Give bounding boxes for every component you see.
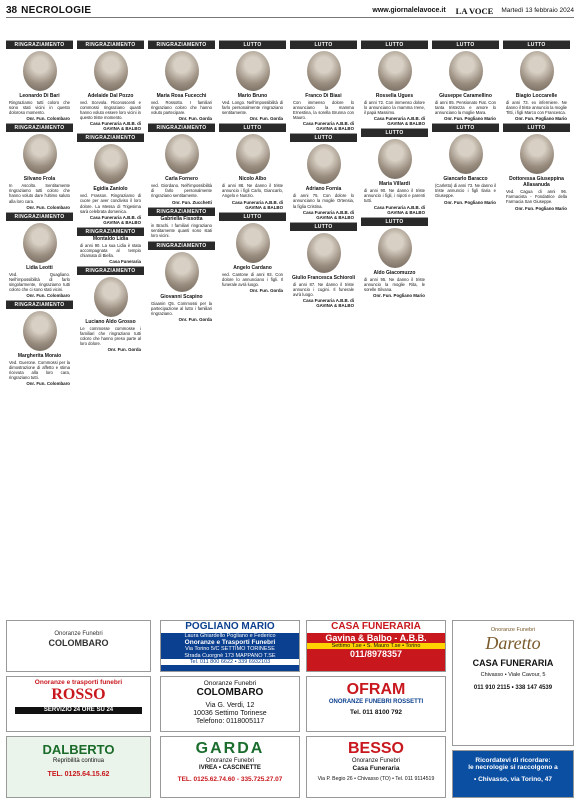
funeral-home-signature: Casa Funeraria A.B.B. di GAVINA & BALBO	[302, 121, 354, 132]
funeral-home-signature: Casa Funeraria A.B.B. di GAVINA & BALBO	[302, 297, 354, 308]
funeral-home-signature: Casa Funeraria	[109, 259, 141, 265]
deceased-name: Silvano Frola	[23, 176, 56, 183]
notice-text: di anni 75. Con dolore lo annunciano la moglie Ortensia, la figlia Cristina.	[293, 193, 354, 209]
deceased-name: Giulio Francesca Schioroli	[291, 274, 356, 281]
ad-besso-line2: Onoranze Funebri	[351, 758, 401, 765]
notice-text: Ved. Longo. Nell'impossibilità di farlo personalmente ringraziano sentitamente.	[222, 100, 283, 116]
ad-garda[interactable]	[160, 736, 300, 798]
ad-colombaro2-address: Via G. Verdi, 12	[205, 701, 255, 709]
notice-heading: LUTTO	[290, 134, 357, 142]
deceased-name: Giancarlo Baracco	[443, 176, 488, 183]
paper-name: LA VOCE	[455, 5, 494, 16]
notice-heading: LUTTO	[361, 41, 428, 49]
notice-text: di anni 73. ex infermiere. Ne danno il triste annuncio la moglie Titti, i figli Marco con Francesca.	[506, 100, 567, 116]
ad-pogliano-line5: Strada Cuorgnè 173 MAPPANO T.SE	[184, 652, 276, 659]
funeral-home-signature: Casa Funeraria A.B.B. di GAVINA & BALBO	[231, 199, 283, 210]
ad-pogliano-phone: Tel. 011 800 6622 • 339 6932103	[161, 659, 299, 665]
portrait-photo	[449, 134, 483, 174]
ad-daretto-address: Chivasso • Viale Cavour, 5	[480, 672, 546, 679]
portrait-photo	[520, 51, 554, 91]
notice-heading: RINGRAZIAMENTO	[77, 267, 144, 275]
portrait-photo	[23, 134, 57, 174]
ad-gavina-phone: 011/8978357	[349, 649, 403, 660]
ad-garda-phone: TEL. 0125.62.74.60 - 335.725.27.07	[177, 776, 283, 784]
deceased-name: Gabriella Fissotta	[160, 215, 203, 222]
ad-besso-address: Via P. Begio 26 • Chivasso (TO) • Tel. 011 9114519	[317, 775, 435, 782]
deceased-name: Egidia Zaniolo	[93, 186, 128, 193]
funeral-home-signature: Casa Funeraria A.B.B. di GAVINA & BALBO	[373, 204, 425, 215]
notice-heading: LUTTO	[219, 41, 286, 49]
obituary-notice	[148, 40, 215, 123]
portrait-photo	[236, 134, 270, 174]
ad-besso[interactable]	[306, 736, 446, 798]
deceased-name: Dottoressa Giuseppina Allasanuda	[509, 176, 564, 189]
portrait-photo	[236, 223, 270, 263]
funeral-home-signature: Onr. Fun. Gorda	[178, 116, 212, 122]
ad-rosso-service: SERVIZIO 24 ORE SU 24	[15, 707, 142, 714]
notice-heading: RINGRAZIAMENTO	[6, 124, 73, 132]
ad-daretto-casa: CASA FUNERARIA	[472, 658, 554, 668]
portrait-photo	[520, 134, 554, 174]
portrait-photo	[94, 277, 128, 317]
ad-colombaro-2[interactable]	[160, 676, 300, 732]
ad-besso-line3: Casa Funeraria	[352, 765, 400, 773]
ad-dalberto-line2: Repribilità continua	[52, 757, 105, 764]
portrait-photo	[94, 51, 128, 91]
ricordate-line3: • Chivasso, via Torino, 47	[473, 775, 552, 783]
deceased-name: Rossella Ugues	[375, 93, 414, 99]
obituary-notice	[77, 40, 144, 133]
notice-heading: RINGRAZIAMENTO	[148, 242, 215, 250]
notice-heading: LUTTO	[432, 124, 499, 132]
notice-text: ved. Giordano. Nell'impossibilità di farlo personalmente ringraziano sentitamente.	[151, 183, 212, 199]
ad-ofram-line2: ONORANZE FUNEBRI ROSSETTI	[328, 699, 424, 706]
notice-heading: RINGRAZIAMENTO	[6, 301, 73, 309]
ad-pogliano[interactable]	[160, 620, 300, 672]
notice-text: di anni 88. Ne danno il triste annuncio i figli Carlo, Giancarlo, Angelo e Nunzio.	[222, 183, 283, 199]
ad-colombaro2-phone: Telefono: 0118005117	[195, 718, 265, 726]
obituary-notice	[6, 300, 73, 388]
deceased-name: Margherita Moraio	[17, 353, 62, 360]
notice-text: (Carletto) di anni 73. Ne danno il triste annuncio i figli Ilaria e Giuseppe.	[435, 183, 496, 199]
ad-rosso-line1: Onoranze e trasporti funebri	[34, 679, 123, 686]
portrait-photo	[307, 233, 341, 273]
obituary-notice	[290, 40, 357, 133]
notice-text: di anni 90. La sua Lidia è stata accompagnata al tempio chiamata di Biella.	[80, 242, 141, 258]
ad-dalberto-phone: TEL. 0125.64.15.62	[47, 770, 110, 778]
deceased-name: Maria Villardi	[378, 181, 411, 188]
deceased-name: Luciano Aldo Grosso	[85, 319, 136, 326]
obituary-notice	[503, 123, 570, 212]
notice-text: ved. Frasson. Ringraziamo di cuore per aver condiviso il loro dolore. La Messa di Trigesima sarà celebrata domenica.	[80, 193, 141, 214]
funeral-home-signature: Onr. Fun. Pogliano Mario	[444, 199, 496, 205]
deceased-name: Montaldo Lidia	[92, 235, 129, 242]
deceased-name: Giuseppe Caramellino	[439, 93, 492, 99]
portrait-photo	[23, 223, 57, 263]
ad-colombaro2-town: 10036 Settimo Torinese	[193, 710, 267, 718]
portrait-photo	[165, 51, 199, 91]
notice-heading: LUTTO	[290, 223, 357, 231]
notice-text: Ved. Guerone. Commossi per la dimostrazione di affetto e stima ricevuta alla loro cara, ringraziano tutti.	[9, 360, 70, 381]
obituary-notice	[77, 227, 144, 266]
funeral-home-signature: Onr. Fun. Gorda	[249, 116, 283, 122]
funeral-home-signature: Casa Funeraria A.B.B. di GAVINA & BALBO	[89, 214, 141, 225]
funeral-home-signature: Onr. Fun. Colombaro	[26, 381, 70, 387]
deceased-name: Angelo Cardano	[233, 264, 272, 271]
ad-gavina-title: CASA FUNERARIA	[307, 621, 445, 633]
portrait-photo	[307, 51, 341, 91]
deceased-name: Leonardo Di Bari	[19, 93, 60, 99]
notice-heading: RINGRAZIAMENTO	[6, 41, 73, 49]
ad-ricordate	[452, 750, 574, 798]
obituary-column	[361, 40, 428, 615]
deceased-name: Aldo Giacomuzzo	[373, 269, 416, 276]
funeral-home-signature: Onr. Fun. Pogliano Mario	[373, 292, 425, 298]
funeral-home-signature: Onr. Fun. Zucchetti	[171, 199, 212, 205]
notice-heading: LUTTO	[219, 124, 286, 132]
ad-colombaro-line1: Onoranze Funebri	[54, 631, 103, 637]
notice-heading: LUTTO	[503, 41, 570, 49]
deceased-name: Lidia Leotti	[26, 264, 53, 271]
obituary-column	[432, 40, 499, 615]
notice-text: ved. Scevola. Riconoscenti e commossi ringraziano quanti hanno voluto essere loro vicini in questo triste momento.	[80, 100, 141, 121]
funeral-home-signature: Onr. Fun. Gorda	[107, 347, 141, 353]
ricordate-line2: le necrologie si raccolgono a	[468, 764, 558, 772]
obituary-notice	[148, 241, 215, 324]
ad-gavina[interactable]	[306, 620, 446, 672]
ad-daretto-line1: Onoranze Funebri	[490, 627, 536, 633]
ad-gavina-towns: Settimo T.se • S. Mauro T.se • Torino	[307, 643, 445, 649]
ad-gavina-name: Gavina & Balbo - A.B.B.	[325, 632, 427, 643]
funeral-home-signature: Onr. Fun. Colombaro	[26, 204, 70, 210]
funeral-home-signature: Casa Funeraria A.B.B. di GAVINA & BALBO	[302, 209, 354, 220]
ad-dalberto[interactable]	[6, 736, 151, 798]
obituary-notice	[6, 212, 73, 300]
page-header	[6, 4, 574, 18]
notice-heading: RINGRAZIAMENTO	[77, 134, 144, 142]
notice-heading: RINGRAZIAMENTO	[148, 41, 215, 49]
ad-colombaro2-name: COLOMBARO	[196, 687, 264, 699]
deceased-name: Biagio Loccarelle	[515, 93, 558, 99]
notice-heading: LUTTO	[361, 218, 428, 226]
deceased-name: Franco Di Biasi	[305, 93, 342, 99]
notice-heading: RINGRAZIAMENTO	[77, 41, 144, 49]
ad-daretto-phone: 011 910 2115 • 338 147 4539	[473, 684, 553, 691]
obituary-notice	[6, 40, 73, 123]
obituary-notice	[219, 212, 286, 295]
ad-rosso-name: ROSSO	[51, 686, 106, 704]
notice-heading: LUTTO	[432, 41, 499, 49]
notice-text: ved. Cantone di anni 93. Con dolore lo annunciano i figli. Il funerale avrà luogo.	[222, 271, 283, 287]
obituary-column	[219, 40, 286, 615]
portrait-photo	[165, 252, 199, 292]
notice-text: Con immenso dolore lo annunciano la mamma Ernestina, la sorella Brunna con Mauro.	[293, 100, 354, 121]
portrait-photo	[449, 51, 483, 91]
obituary-notice	[432, 40, 499, 123]
obituary-column	[6, 40, 73, 615]
ad-besso-name: BESSO	[347, 740, 404, 757]
portrait-photo	[378, 139, 412, 179]
obituary-notice	[361, 128, 428, 216]
notice-heading: RINGRAZIAMENTO	[77, 228, 144, 236]
portrait-photo	[236, 51, 270, 91]
notice-text: Le commosse commosse i familiari che ringraziano tutti coloro che hanno preso parte al loro dolore.	[80, 326, 141, 347]
section-title: NECROLOGIE	[21, 5, 92, 16]
notice-text: di anni 85. Pensionato Fiat. Con tanta tristezza e amore lo annunciano la moglie Mara.	[435, 100, 496, 116]
deceased-name: Adriano Fornia	[305, 186, 342, 193]
issue-date: Martedì 13 febbraio 2024	[501, 7, 574, 14]
obituary-notice	[6, 123, 73, 211]
funeral-home-signature: Onr. Fun. Pogliano Mario	[515, 116, 567, 122]
ad-pogliano-line3: Onoranze e Trasporti Funebri	[184, 638, 276, 646]
deceased-name: Giovanni Scapino	[160, 293, 203, 300]
portrait-photo	[23, 51, 57, 91]
ad-garda-line2: Onoranze Funebri	[205, 758, 255, 765]
notice-heading: LUTTO	[290, 41, 357, 49]
obituary-notice	[290, 133, 357, 221]
obituary-column	[148, 40, 215, 615]
portrait-photo	[94, 144, 128, 184]
page-number: 38	[6, 5, 18, 16]
notice-heading: LUTTO	[361, 129, 428, 137]
portrait-photo	[378, 228, 412, 268]
funeral-home-signature: Onr. Fun. Colombaro	[26, 293, 70, 299]
obituary-notice	[77, 266, 144, 354]
notice-text: In Ascolto. Sentitamente ringraziamo tutti coloro che hanno voluto dare l'ultimo saluto alla loro cara.	[9, 183, 70, 204]
notice-text: ved. Rossotto. I familiari ringraziano coloro che hanno voluto partecipare.	[151, 100, 212, 116]
portrait-photo	[378, 51, 412, 91]
notice-text: di anni 72. Con immenso dolore lo annunciano la mamma Irene, il papà Massimo.	[364, 100, 425, 116]
notice-text: Ved. Quagliano. Nell'impossibilità di farlo singolarmente, ringraziamo tutti coloro che ci sono stati vicini.	[9, 271, 70, 292]
deceased-name: Maria Rosa Fucecchi	[156, 93, 207, 99]
funeral-home-signature: Onr. Fun. Pogliano Mario	[515, 205, 567, 211]
notice-heading: LUTTO	[219, 213, 286, 221]
obituary-notice	[219, 40, 286, 123]
funeral-home-signature: Onr. Fun. Gorda	[249, 287, 283, 293]
obituary-notice	[77, 133, 144, 226]
obituary-column	[77, 40, 144, 615]
notice-heading: RINGRAZIAMENTO	[148, 124, 215, 132]
funeral-home-signature: Casa Funeraria A.B.B. di GAVINA & BALBO	[89, 121, 141, 132]
deceased-name: Adelaide Dal Pozzo	[87, 93, 134, 99]
notice-heading: RINGRAZIAMENTO	[148, 208, 215, 216]
notice-text: di anni 90. Ne danno il triste annuncio i figli, i nipoti e parenti tutti.	[364, 188, 425, 204]
notice-text: Ved. Cagua di anni 96. Farmacista - Fondatrice della Farmacia San Giuseppe.	[506, 189, 567, 205]
ad-pogliano-line4: Via Torino 5/C SETTIMO TORINESE	[185, 646, 275, 653]
obituary-column	[290, 40, 357, 615]
portrait-photo	[165, 134, 199, 174]
ad-ofram-name: OFRAM	[346, 681, 406, 698]
obituary-notice	[148, 123, 215, 206]
notice-heading: RINGRAZIAMENTO	[6, 213, 73, 221]
portrait-photo	[307, 144, 341, 184]
obituary-notice	[219, 123, 286, 211]
deceased-name: Nicolo Albo	[238, 176, 267, 183]
funeral-home-signature: Casa Funeraria A.B.B. di GAVINA & BALBO	[373, 116, 425, 127]
ricordate-line1: Ricordatevi di ricordare:	[475, 757, 551, 764]
funeral-home-signature: Onr. Fun. Colombaro	[26, 116, 70, 122]
obituary-notice	[361, 217, 428, 300]
notice-text: in Brachi. I familiari ringraziano sentitamente quanti sono stati loro vicini.	[151, 222, 212, 238]
notice-text: Ringraziamo tutti coloro che sono stati vicini in questo doloroso momento.	[9, 100, 70, 116]
notice-heading: LUTTO	[503, 124, 570, 132]
obituary-notice	[361, 40, 428, 128]
ad-garda-towns: IVREA • CASCINETTE	[199, 765, 261, 772]
ad-rosso[interactable]	[6, 676, 151, 732]
ad-ofram-phone: Tel. 011 8100 792	[350, 709, 402, 717]
portrait-photo	[23, 311, 57, 351]
ad-colombaro2-line1: Onoranze Funebri	[203, 680, 257, 687]
obituary-notice	[432, 123, 499, 206]
ad-colombaro[interactable]	[6, 620, 151, 672]
obituary-notice	[503, 40, 570, 123]
obituary-notice	[290, 222, 357, 310]
funeral-home-signature: Onr. Fun. Pogliano Mario	[444, 116, 496, 122]
notice-text: Giaanin Q5. Commossi per la partecipazione al lutto i familiari ringraziano.	[151, 300, 212, 317]
obituary-column	[503, 40, 570, 615]
deceased-name: Mario Bruno	[237, 93, 268, 99]
ad-colombaro-line2: COLOMBARO	[48, 637, 109, 648]
ad-dalberto-name: DALBERTO	[42, 742, 115, 757]
notice-text: di anni 87. Ne danno il triste annuncio i cugini. Il funerale avrà luogo.	[293, 281, 354, 297]
ad-daretto[interactable]	[452, 620, 574, 746]
site-url[interactable]: www.giornalelavoce.it	[372, 7, 446, 14]
ad-ofram[interactable]	[306, 676, 446, 732]
deceased-name: Carla Fornero	[165, 176, 198, 183]
funeral-home-signature: Onr. Fun. Gorda	[178, 317, 212, 323]
ad-pogliano-line2: Laura Ghiardello Pogliano e Federico	[184, 632, 276, 639]
ad-garda-name: GARDA	[195, 740, 265, 757]
ad-daretto-name: Daretto	[485, 633, 541, 654]
notice-text: di anni 95. Ne danno il triste annuncio la moglie Rita, le sorelle Silvana.	[364, 276, 425, 292]
obituary-notice	[148, 207, 215, 241]
ad-pogliano-title: POGLIANO MARIO	[161, 621, 299, 633]
